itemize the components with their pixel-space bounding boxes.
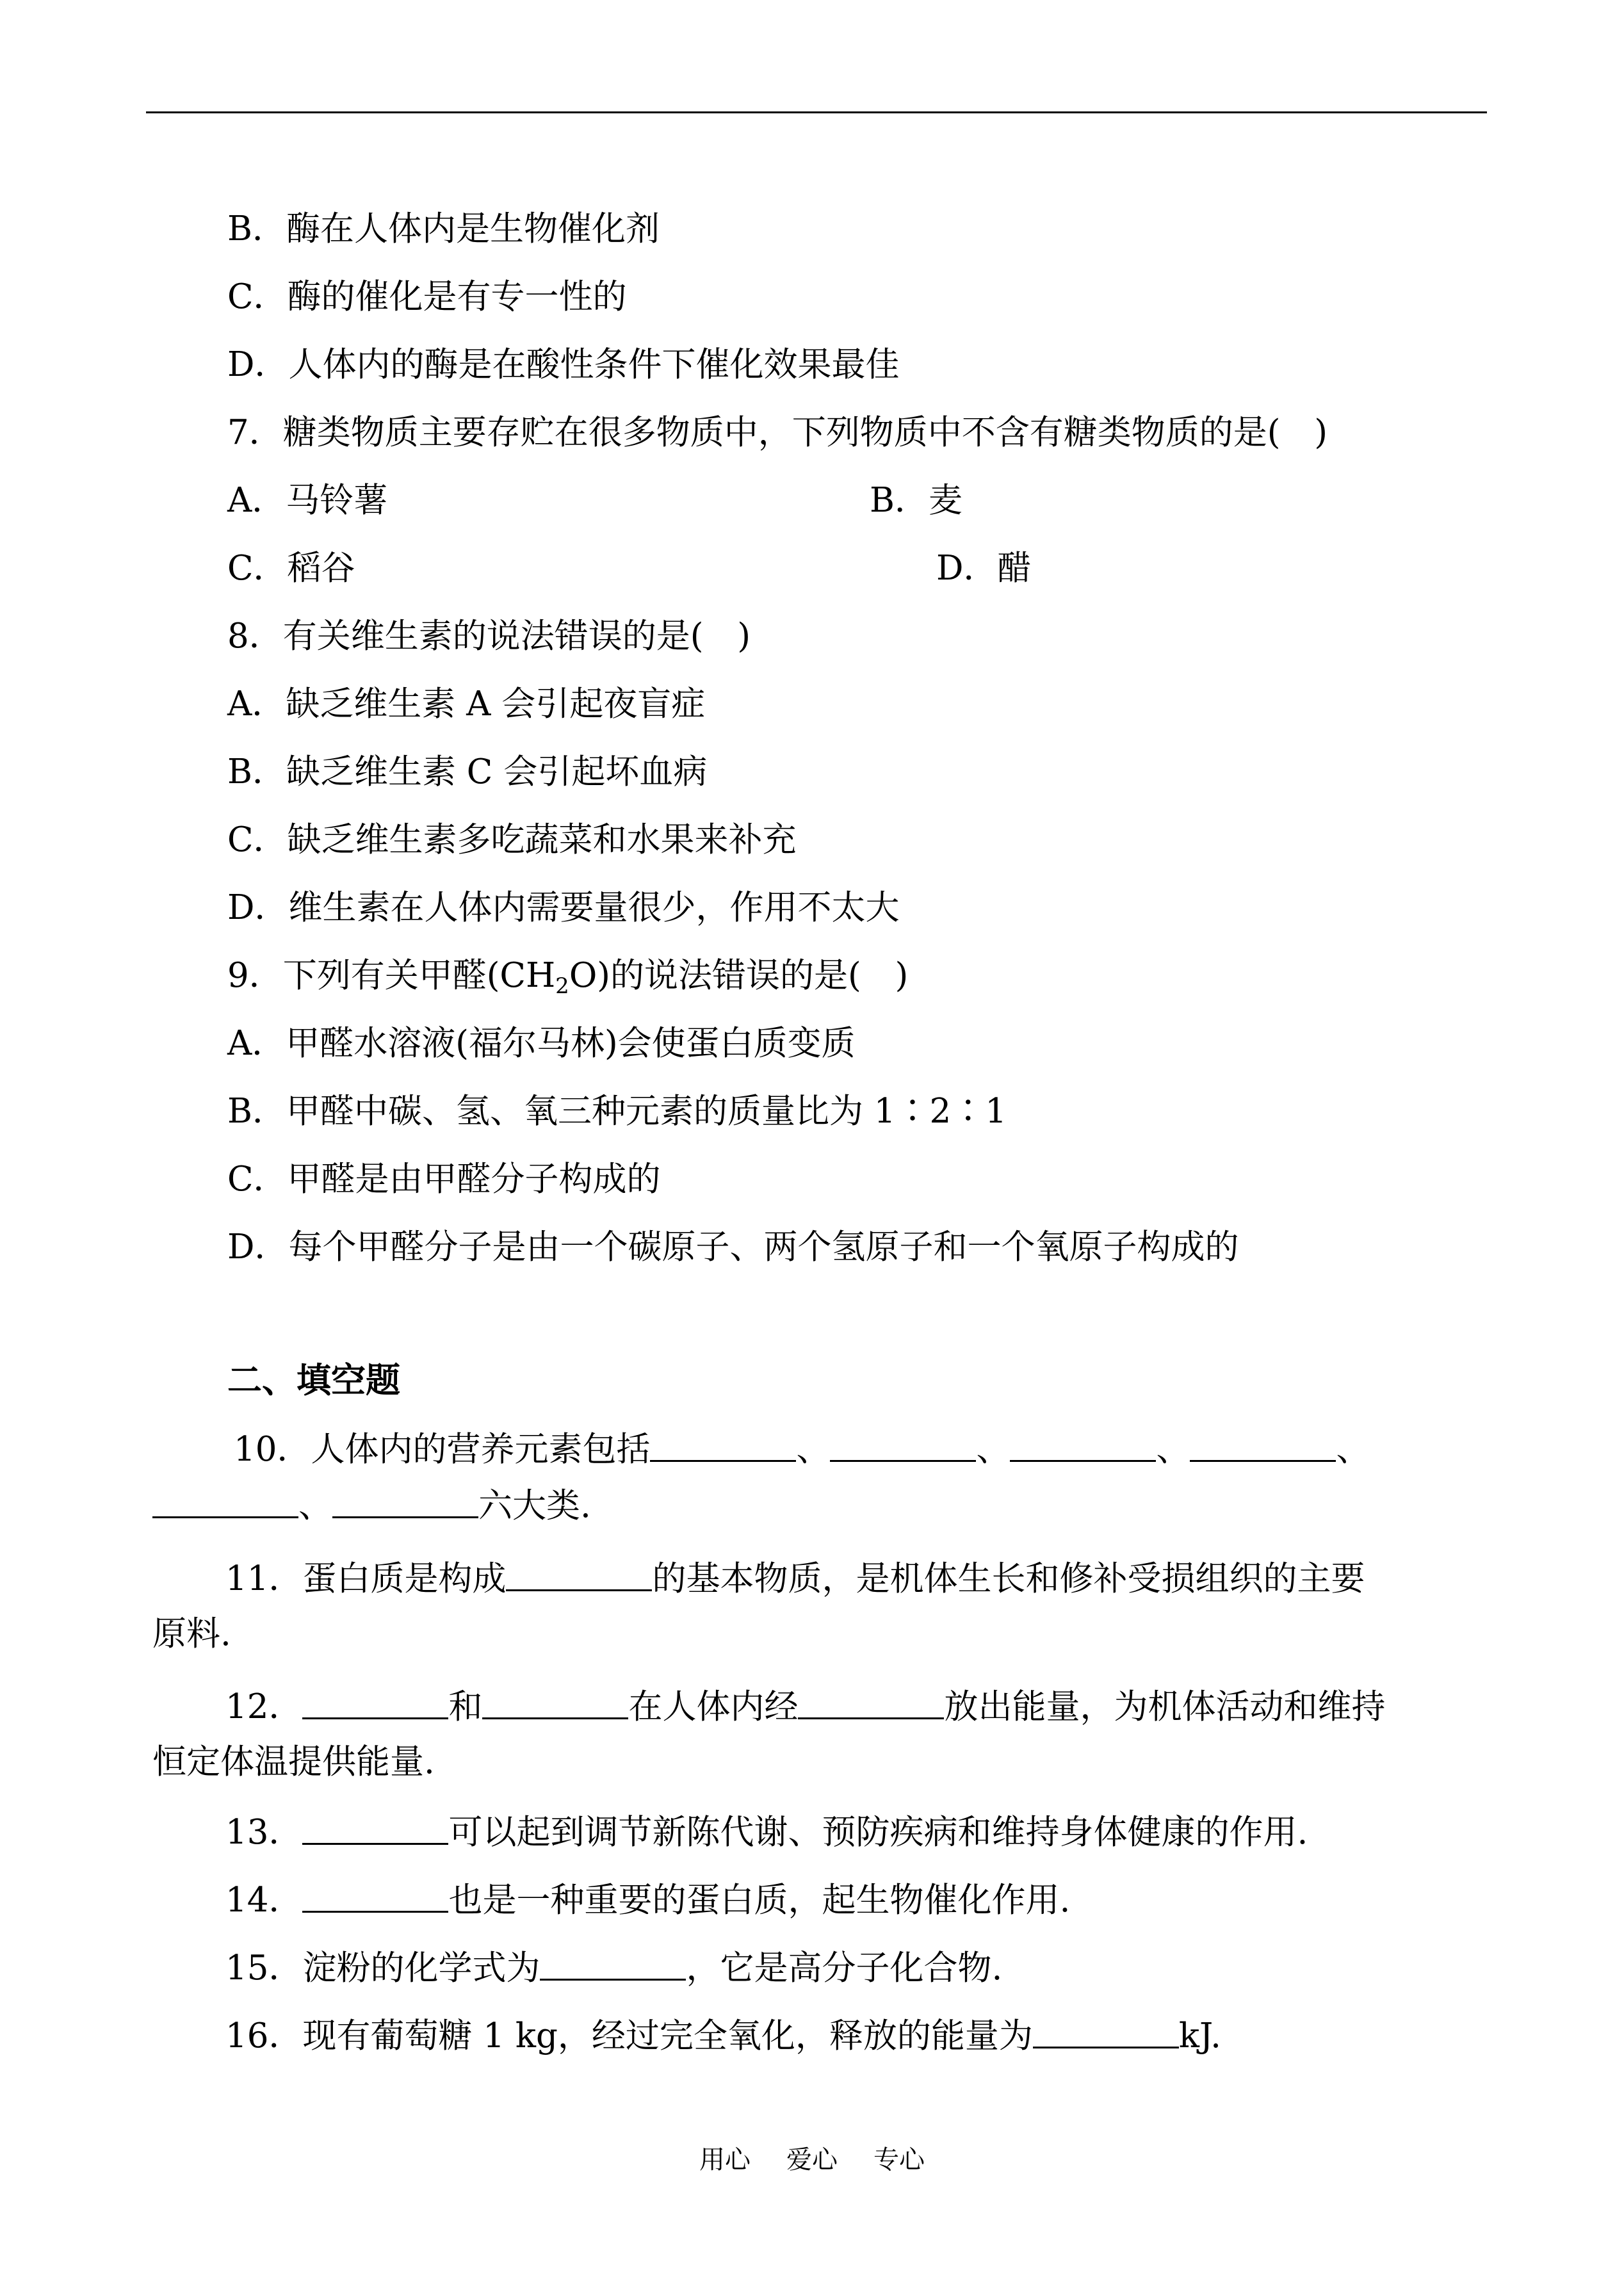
q6-option-b: B．酶在人体内是生物催化剂 [227, 209, 660, 248]
q12-and: 和 [448, 1687, 483, 1726]
q9-option-d: D．每个甲醛分子是由一个碳原子、两个氢原子和一个氧原子构成的 [227, 1228, 1239, 1267]
q10-sep: 、 [1336, 1430, 1370, 1469]
q10-line1 [234, 1428, 1370, 1470]
blank-10-3[interactable] [1010, 1428, 1156, 1462]
q10-sep: 、 [298, 1486, 332, 1525]
q10-sep: 、 [796, 1430, 831, 1469]
q12-text-d: 放出能量，为机体活动和维持 [944, 1687, 1386, 1726]
q7-option-d: D．醋 [936, 549, 1032, 588]
q9-option-c: C．甲醛是由甲醛分子构成的 [227, 1160, 661, 1199]
blank-15-1[interactable] [540, 1947, 686, 1981]
q9-option-b: B．甲醛中碳、氢、氧三种元素的质量比为 1∶2∶1 [227, 1092, 1007, 1131]
q9-stem-post: O)的说法错误的是( ) [569, 956, 909, 995]
q14-num: 14． [225, 1881, 303, 1920]
q9-stem [227, 955, 908, 1007]
q7-option-b: B．麦 [870, 481, 962, 520]
q14-line [225, 1879, 1070, 1921]
q8-option-b: B．缺乏维生素 C 会引起坏血病 [227, 752, 708, 791]
q9-subscript: 2 [555, 973, 569, 999]
q11-text: 11．蛋白质是构成 [225, 1559, 507, 1598]
q6-option-d: D．人体内的酶是在酸性条件下催化效果最佳 [227, 345, 900, 384]
blank-10-6[interactable] [332, 1484, 478, 1518]
footer-word-2: 爱心 [786, 2145, 838, 2175]
q15-text-b: ，它是高分子化合物. [686, 1949, 1003, 1988]
q9-option-a: A．甲醛水溶液(福尔马林)会使蛋白质变质 [227, 1024, 856, 1063]
page-footer [0, 2144, 1624, 2176]
q16-text: 16．现有葡萄糖 1 kg，经过完全氧化，释放的能量为 [225, 2016, 1033, 2056]
q10-text: 10．人体内的营养元素包括 [234, 1430, 651, 1469]
q8-stem: 8．有关维生素的说法错误的是( ) [227, 617, 751, 656]
blank-13-1[interactable] [302, 1811, 448, 1845]
q7-option-a: A．马铃薯 [227, 481, 388, 520]
blank-10-4[interactable] [1190, 1428, 1336, 1462]
blank-10-1[interactable] [650, 1428, 796, 1462]
blank-12-1[interactable] [302, 1685, 448, 1719]
blank-10-2[interactable] [830, 1428, 976, 1462]
q13-line [225, 1811, 1308, 1853]
q12-num: 12． [225, 1687, 303, 1726]
q11-line1 [225, 1557, 1365, 1600]
q11-line2: 原料. [152, 1614, 231, 1653]
header-rule [146, 111, 1487, 113]
q15-text: 15．淀粉的化学式为 [225, 1949, 540, 1988]
q12-line2: 恒定体温提供能量. [152, 1742, 435, 1781]
q9-stem-pre: 9．下列有关甲醛(CH [227, 956, 556, 995]
q10-sep: 、 [1156, 1430, 1190, 1469]
q16-unit: kJ. [1178, 2016, 1222, 2056]
blank-14-1[interactable] [302, 1879, 448, 1913]
blank-12-2[interactable] [482, 1685, 628, 1719]
footer-word-1: 用心 [699, 2145, 751, 2175]
q13-text: 可以起到调节新陈代谢、预防疾病和维持身体健康的作用. [448, 1813, 1308, 1852]
q12-text-c: 在人体内经 [628, 1687, 799, 1726]
q8-option-d: D．维生素在人体内需要量很少，作用不太大 [227, 888, 900, 927]
q10-sep: 、 [976, 1430, 1011, 1469]
blank-12-3[interactable] [798, 1685, 944, 1719]
section-heading: 二、填空题 [227, 1360, 400, 1400]
q8-option-c: C．缺乏维生素多吃蔬菜和水果来补充 [227, 820, 797, 859]
q8-option-a: A．缺乏维生素 A 会引起夜盲症 [227, 685, 706, 724]
q7-stem: 7．糖类物质主要存贮在很多物质中，下列物质中不含有糖类物质的是( ) [227, 413, 1328, 452]
q15-line [225, 1947, 1002, 1989]
q7-option-c: C．稻谷 [227, 549, 355, 588]
footer-word-3: 专心 [873, 2145, 925, 2175]
blank-10-5[interactable] [152, 1484, 298, 1518]
q13-num: 13． [225, 1813, 303, 1852]
q16-line [225, 2015, 1221, 2057]
q10-line2 [152, 1484, 591, 1527]
q6-option-c: C．酶的催化是有专一性的 [227, 277, 627, 316]
blank-16-1[interactable] [1033, 2015, 1179, 2048]
q11-text-b: 的基本物质，是机体生长和修补受损组织的主要 [652, 1559, 1365, 1598]
q10-end: 六大类. [478, 1486, 591, 1525]
blank-11-1[interactable] [506, 1557, 652, 1591]
q14-text: 也是一种重要的蛋白质，起生物催化作用. [448, 1881, 1071, 1920]
q12-line1 [225, 1685, 1385, 1728]
